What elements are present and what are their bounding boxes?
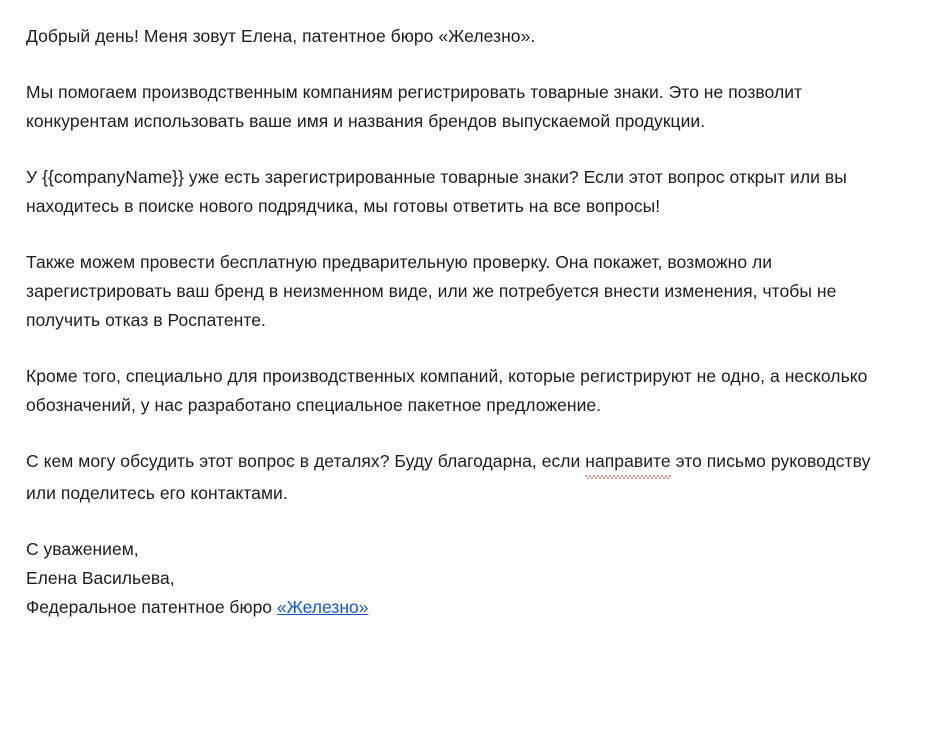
paragraph-call-to-action	[26, 447, 881, 508]
signature-name: Елена Васильева,	[26, 568, 175, 588]
paragraph-greeting: Добрый день! Меня зовут Елена, патентное бюро «Железно».	[26, 26, 536, 46]
signature-company	[26, 593, 901, 622]
paragraph-question: У {{companyName}} уже есть зарегистрированные товарные знаки? Если этот вопрос открыт или вы находитесь в поиске нового подрядчика, мы готовы ответить на все вопросы!	[26, 167, 847, 216]
spellcheck-misspelled-word[interactable]: направите	[585, 447, 670, 479]
paragraph-services: Мы помогаем производственным компаниям регистрировать товарные знаки. Это не позволит конкурентам использовать ваше имя и названия брендов выпускаемой продукции.	[26, 82, 803, 131]
signature-company-prefix: Федеральное патентное бюро	[26, 597, 277, 617]
paragraph-free-check: Также можем провести бесплатную предварительную проверку. Она покажет, возможно ли зарегистрировать ваш бренд в неизменном виде, или же потребуется внести изменения, чтобы не получить отказ в Роспатенте.	[26, 252, 837, 330]
signature-closing: С уважением,	[26, 539, 139, 559]
company-brand-link[interactable]: «Железно»	[276, 597, 369, 617]
paragraph-package-offer: Кроме того, специально для производственных компаний, которые регистрируют не одно, а несколько обозначений, у нас разработано специальное пакетное предложение.	[26, 366, 868, 415]
cta-text-before: С кем могу обсудить этот вопрос в деталях? Буду благодарна, если	[26, 451, 586, 471]
cta-text-after: это письмо руководству или поделитесь его контактами.	[26, 451, 871, 503]
signature-block	[26, 535, 901, 622]
